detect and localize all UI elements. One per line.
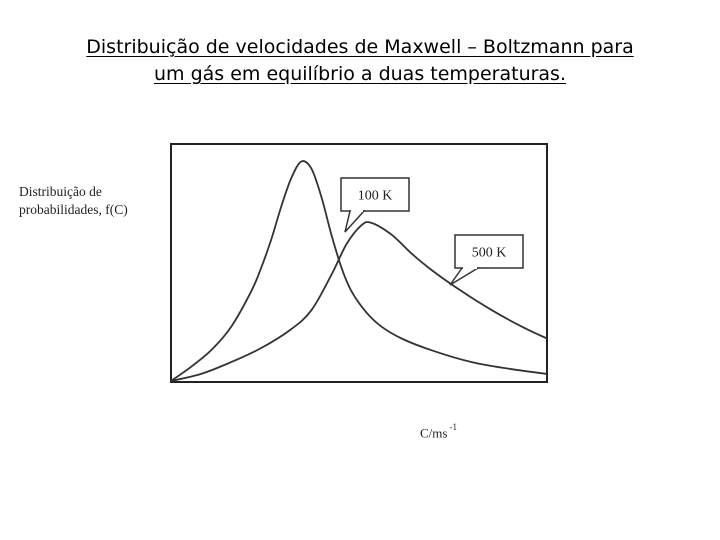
- chart-title-line-1: Distribuição de velocidades de Maxwell – Boltzmann para: [86, 36, 634, 58]
- x-axis-label: [420, 424, 457, 441]
- callout-label: 500 K: [471, 245, 507, 261]
- callout-label: 100 K: [357, 188, 393, 204]
- x-axis-label-exponent: -1: [449, 422, 457, 432]
- callout-pointer: [345, 211, 364, 232]
- chart-title-line-2: um gás em equilíbrio a duas temperaturas.: [153, 63, 567, 85]
- callout-layer: [341, 178, 523, 285]
- callout-pointer: [450, 268, 478, 285]
- y-axis-label-line-1: Distribuição de: [19, 184, 102, 199]
- callout-high-temp: [450, 235, 523, 285]
- y-axis-label-line-2: probabilidades, f(C): [19, 202, 128, 217]
- x-axis-label-text: C/ms: [420, 425, 448, 441]
